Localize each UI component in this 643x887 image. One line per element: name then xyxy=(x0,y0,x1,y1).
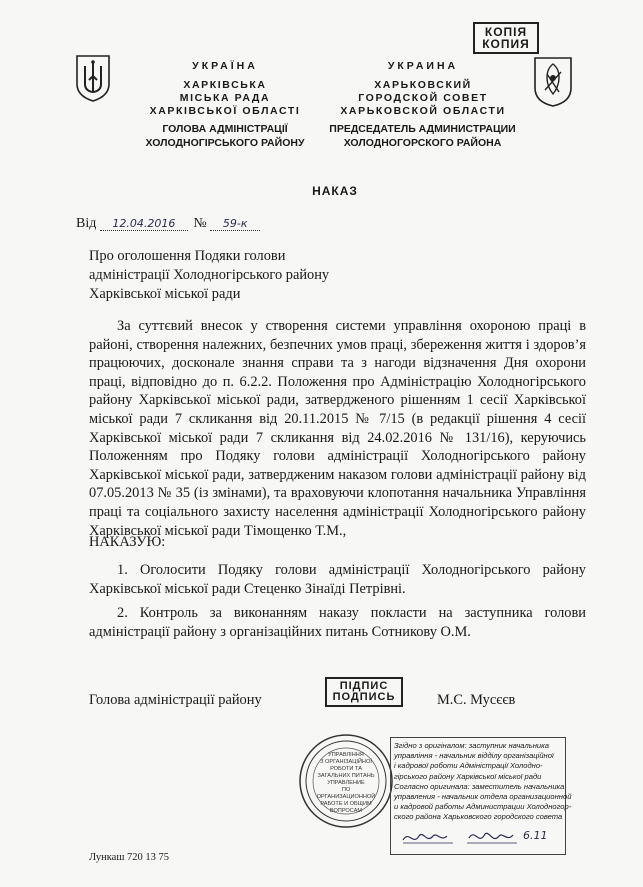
signature-position: Голова адміністрації району xyxy=(89,692,262,708)
cert-line-4: гірського району Харківської міської ради xyxy=(394,771,542,781)
cert-line-5: Согласно оригинала: заместитель начальника xyxy=(394,781,565,791)
date-line xyxy=(76,216,260,232)
cert-line-2: управління - начальник відділу організаційної xyxy=(394,751,554,761)
header-ua xyxy=(140,60,310,118)
subject-line-3: Харківської міської ради xyxy=(89,286,241,302)
header-ru-position-2: ХОЛОДНОГОРСКОГО РАЙОНА xyxy=(343,136,502,149)
footer-executor: Лункаш 720 13 75 xyxy=(89,852,170,863)
cert-line-7: и кадровой работы Администрации Холодногор- xyxy=(394,802,572,812)
subject-line-2: адміністрації Холодногірського району xyxy=(89,267,330,283)
trident-emblem-icon xyxy=(76,54,110,102)
order-item-2: 2. Контроль за виконанням наказу покласти на заступника голови адміністрації району з організаційних питань Сотникову О.М. xyxy=(89,605,586,640)
date-value: 12.04.2016 xyxy=(100,217,188,231)
round-seal xyxy=(298,733,394,829)
seal-line-7: РАБОТЕ И ОБЩИМ xyxy=(320,801,372,807)
signature-name: М.С. Мусєєв xyxy=(437,692,516,708)
copy-stamp-ru: КОПИЯ xyxy=(482,37,530,51)
header-ru xyxy=(323,60,523,118)
signature-stamp xyxy=(325,677,403,707)
number-value: 59-к xyxy=(210,217,260,231)
header-ua-council-2: МІСЬКА РАДА xyxy=(179,92,271,104)
header-ru-council-3: ХАРЬКОВСКОЙ ОБЛАСТИ xyxy=(340,105,506,117)
seal-line-3: РОБОТИ ТА xyxy=(330,766,362,772)
header-ru-council-2: ГОРОДСКОЙ СОВЕТ xyxy=(358,92,488,104)
cert-signature-date: 6.11 xyxy=(523,829,548,842)
order-item-1: 1. Оголосити Подяку голови адміністрації Холодногірського району Харківської міської ради Стеценко Зінаїді Петрівні. xyxy=(89,562,586,597)
subject-line-1: Про оголошення Подяки голови xyxy=(89,248,286,264)
subject xyxy=(89,247,329,304)
certification-stamp xyxy=(390,737,572,855)
seal-line-8: ВОПРОСАМ xyxy=(329,808,363,814)
preamble-paragraph: За суттєвий внесок у створення системи управління охороною праці в районі, створення належних, безпечних умов праці, збереження життя і здоров’я працюючих, досконале знання справи та з нагоди відзначення Дня охорони праці, відповідно до п. 6.2.2. Положення про Адміністрацію Холодногірського району Харківської міської ради, затвердженого рішенням 1 сесії Харківської міської ради 7 скликання від 20.11.2015 № 7/15 (в редакції рішення 4 сесії Харківської міської ради 7 скликання від 24.02.2016 № 131/16), керуючись Положенням про Подяку голови адміністрації Холодногірського району Харківської міської ради, затвердженим наказом голови адміністрації району від 07.05.2013 № 35 (із змінами), та враховуючи клопотання начальника Управління праці та соціального захисту населення адміністрації Холодногірського району Харківської міської ради Тімощенко Т.М., xyxy=(89,318,586,539)
seal-line-2: З ОРГАНІЗАЦІЙНОЇ xyxy=(320,759,372,765)
date-prefix: Від xyxy=(76,216,97,231)
cert-signature-scribble xyxy=(399,826,549,848)
seal-line-1: УПРАВЛІННЯ xyxy=(328,752,364,758)
signature-stamp-ru: ПОДПИСЬ xyxy=(332,691,396,703)
seal-line-5: УПРАВЛЕНИЕ xyxy=(327,780,365,786)
seal-inner-text xyxy=(312,752,380,815)
seal-line-6: ПО ОРГАНИЗАЦИОННОЙ xyxy=(316,787,376,800)
header-ru-country: УКРАИНА xyxy=(387,60,459,72)
header-ua-country: УКРАЇНА xyxy=(192,60,258,72)
doc-type-title: НАКАЗ xyxy=(312,184,358,198)
copy-stamp-ua: КОПІЯ xyxy=(484,25,528,39)
cert-line-3: і кадрової роботи Адміністрації Холодно- xyxy=(394,761,543,771)
header-ru-position-1: ПРЕДСЕДАТЕЛЬ АДМИНИСТРАЦИИ xyxy=(329,123,516,135)
header-ua-council-3: ХАРКІВСЬКОЇ ОБЛАСТІ xyxy=(149,105,301,117)
header-ru-position xyxy=(315,123,530,150)
order-word: НАКАЗУЮ: xyxy=(89,534,166,550)
cert-line-8: ского района Харьковского городского совета xyxy=(394,812,563,822)
signature-stamp-ua: ПІДПИС xyxy=(339,680,389,692)
cert-line-6: управления - начальник отдела организационной xyxy=(394,792,572,802)
header-ua-council-1: ХАРКІВСЬКА xyxy=(183,79,267,91)
header-ru-council-1: ХАРЬКОВСКИЙ xyxy=(374,79,472,91)
cert-line-1: Згідно з оригіналом: заступник начальника xyxy=(394,741,549,750)
kharkiv-emblem-icon xyxy=(533,56,573,108)
header-ua-position-1: ГОЛОВА АДМІНІСТРАЦІЇ xyxy=(162,123,288,135)
number-label: № xyxy=(193,216,207,231)
seal-line-4: ЗАГАЛЬНИХ ПИТАНЬ xyxy=(317,773,375,779)
copy-stamp xyxy=(473,22,539,54)
header-ua-position xyxy=(130,123,320,150)
header-ua-position-2: ХОЛОДНОГІРСЬКОГО РАЙОНУ xyxy=(145,136,305,149)
